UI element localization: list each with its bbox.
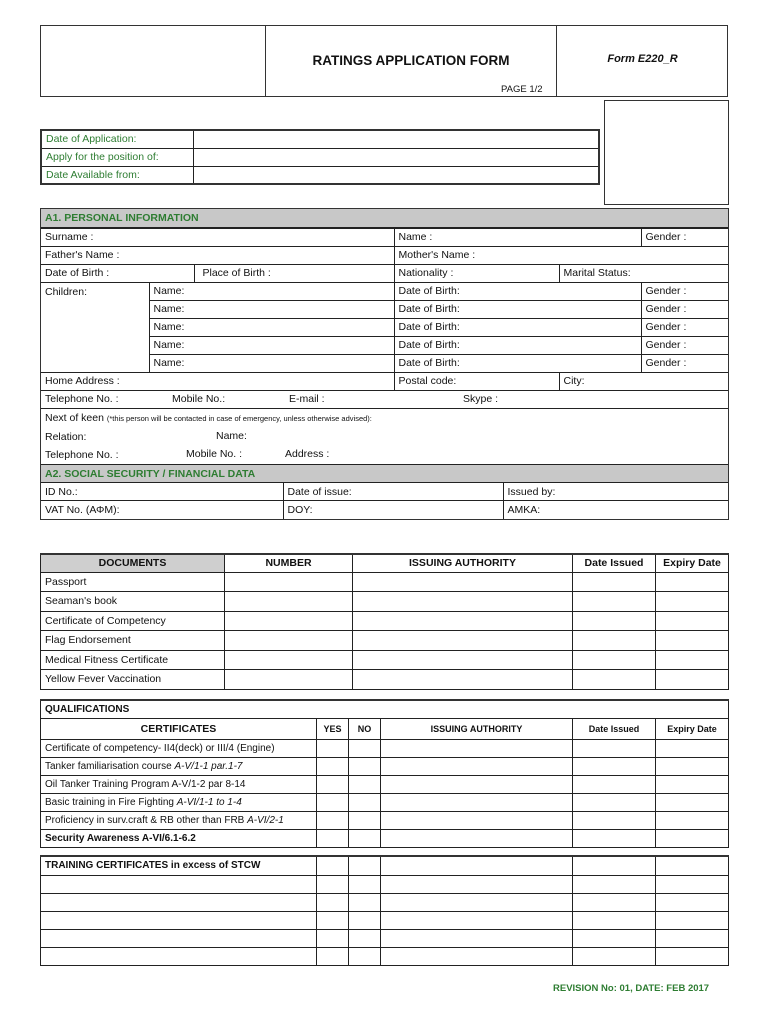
no-checkbox[interactable] <box>349 793 381 811</box>
training-input[interactable] <box>41 911 317 929</box>
qualification-expiry-input[interactable] <box>656 775 729 793</box>
child-dob-field[interactable]: Date of Birth: <box>394 318 641 336</box>
document-expiry-input[interactable] <box>656 611 729 631</box>
documents-header-cell: DOCUMENTS <box>41 554 225 572</box>
postal-code-field[interactable]: Postal code: <box>394 372 559 390</box>
documents-header-cell: Date Issued <box>573 554 656 572</box>
document-expiry-input[interactable] <box>656 592 729 612</box>
qualification-expiry-input[interactable] <box>656 793 729 811</box>
qualification-expiry-input[interactable] <box>656 739 729 757</box>
child-name-field[interactable]: Name: <box>149 336 394 354</box>
child-gender-field[interactable]: Gender : <box>641 336 728 354</box>
training-input[interactable] <box>41 947 317 965</box>
qualification-row <box>41 739 729 757</box>
child-name-field[interactable]: Name: <box>149 300 394 318</box>
document-row <box>41 631 729 651</box>
pob-label: Place of Birth : <box>202 267 271 279</box>
application-row <box>41 166 599 184</box>
qualifications-header-cell: CERTIFICATES <box>41 718 317 739</box>
relation-row <box>41 428 728 446</box>
document-row <box>41 650 729 670</box>
qualification-row <box>41 775 729 793</box>
qualification-authority-input[interactable] <box>381 811 573 829</box>
qualification-expiry-input[interactable] <box>656 829 729 847</box>
document-number-input[interactable] <box>225 670 353 690</box>
document-name: Flag Endorsement <box>41 631 225 651</box>
qualification-text: Oil Tanker Training Program A-V/1-2 par 8-14 <box>45 778 246 790</box>
gender-field[interactable]: Gender : <box>641 228 728 246</box>
qualification-name <box>41 739 317 757</box>
a2-table <box>41 464 728 519</box>
document-expiry-input[interactable] <box>656 631 729 651</box>
training-row <box>41 893 729 911</box>
no-checkbox[interactable] <box>349 739 381 757</box>
city-field[interactable]: City: <box>559 372 728 390</box>
documents-table <box>40 553 729 690</box>
child-dob-field[interactable]: Date of Birth: <box>394 282 641 300</box>
training-row <box>41 911 729 929</box>
telephone-field[interactable]: Telephone No. : <box>45 393 119 405</box>
document-issued-input[interactable] <box>573 592 656 612</box>
qualification-ref: A-VI/2-1 <box>247 814 284 826</box>
qualification-text: Tanker familiarisation course <box>45 760 175 772</box>
email-field[interactable]: E-mail : <box>289 392 325 405</box>
qualification-row <box>41 829 729 847</box>
document-expiry-input[interactable] <box>656 650 729 670</box>
document-issued-input[interactable] <box>573 631 656 651</box>
document-authority-input[interactable] <box>353 670 573 690</box>
qualifications-header-cell: YES <box>317 718 349 739</box>
qualifications-header-cell: Date Issued <box>573 718 656 739</box>
qualification-name <box>41 775 317 793</box>
document-name: Medical Fitness Certificate <box>41 650 225 670</box>
a1-header-table <box>41 209 728 228</box>
child-name-field[interactable]: Name: <box>149 354 394 372</box>
id-field[interactable]: ID No.: <box>41 483 283 501</box>
qualification-name <box>41 811 317 829</box>
qualification-issued-input[interactable] <box>573 793 656 811</box>
nok-address-field[interactable]: Address : <box>285 448 330 460</box>
no-checkbox[interactable] <box>349 775 381 793</box>
pob-field[interactable] <box>194 264 394 282</box>
document-row <box>41 611 729 631</box>
document-authority-input[interactable] <box>353 611 573 631</box>
child-name-field[interactable]: Name: <box>149 282 394 300</box>
date-of-issue-field[interactable]: Date of issue: <box>283 483 503 501</box>
next-of-kin-label: Next of keen <box>45 412 104 425</box>
home-address-field[interactable]: Home Address : <box>41 372 394 390</box>
qualification-authority-input[interactable] <box>381 757 573 775</box>
father-name-field[interactable]: Father's Name : <box>41 246 394 264</box>
child-gender-field[interactable]: Gender : <box>641 354 728 372</box>
a2-title: A2. SOCIAL SECURITY / FINANCIAL DATA <box>41 465 728 483</box>
child-dob-field[interactable]: Date of Birth: <box>394 300 641 318</box>
mother-name-field[interactable]: Mother's Name : <box>394 246 728 264</box>
skype-field[interactable]: Skype : <box>463 392 499 405</box>
application-table <box>40 129 600 185</box>
child-dob-field[interactable]: Date of Birth: <box>394 336 641 354</box>
training-row <box>41 875 729 893</box>
qualification-issued-input[interactable] <box>573 811 656 829</box>
qualification-issued-input[interactable] <box>573 757 656 775</box>
document-name: Passport <box>41 572 225 592</box>
yes-checkbox[interactable] <box>317 775 349 793</box>
document-issued-input[interactable] <box>573 572 656 592</box>
next-of-kin-row <box>41 408 728 428</box>
yes-checkbox[interactable] <box>317 739 349 757</box>
no-checkbox[interactable] <box>349 829 381 847</box>
qualifications-title: QUALIFICATIONS <box>41 700 729 718</box>
qualification-expiry-input[interactable] <box>656 757 729 775</box>
document-name: Yellow Fever Vaccination <box>41 670 225 690</box>
nok-contact-row <box>41 446 728 464</box>
document-number-input[interactable] <box>225 572 353 592</box>
qualification-expiry-input[interactable] <box>656 811 729 829</box>
qualifications-header <box>41 718 729 739</box>
amka-field[interactable]: AMKA: <box>503 501 728 519</box>
a1-table <box>41 228 728 465</box>
document-issued-input[interactable] <box>573 670 656 690</box>
child-gender-field[interactable]: Gender : <box>641 318 728 336</box>
document-authority-input[interactable] <box>353 592 573 612</box>
logo-area <box>41 26 266 96</box>
application-input[interactable] <box>193 166 599 184</box>
child-name-field[interactable]: Name: <box>149 318 394 336</box>
qualification-name <box>41 829 317 847</box>
dob-field[interactable]: Date of Birth : <box>41 264 194 282</box>
qualification-authority-input[interactable] <box>381 739 573 757</box>
yes-checkbox[interactable] <box>317 793 349 811</box>
qualifications-table <box>40 699 729 848</box>
qualification-authority-input[interactable] <box>381 775 573 793</box>
revision-footer: REVISION No: 01, DATE: FEB 2017 <box>553 983 710 994</box>
document-row <box>41 572 729 592</box>
child-gender-field[interactable]: Gender : <box>641 300 728 318</box>
training-input[interactable] <box>41 893 317 911</box>
training-row <box>41 947 729 965</box>
qualification-authority-input[interactable] <box>381 793 573 811</box>
nationality-field[interactable]: Nationality : <box>394 264 559 282</box>
qualification-ref: A-VI/1-1 to 1-4 <box>176 796 242 808</box>
qualification-name <box>41 793 317 811</box>
header-box <box>40 25 557 97</box>
application-input[interactable] <box>193 148 599 166</box>
qualification-text: Basic training in Fire Fighting <box>45 796 177 808</box>
documents-header <box>41 554 729 572</box>
contact-row <box>41 390 728 408</box>
application-row <box>41 130 599 148</box>
documents-header-cell: ISSUING AUTHORITY <box>353 554 573 572</box>
document-authority-input[interactable] <box>353 572 573 592</box>
page-number: PAGE 1/2 <box>501 84 543 95</box>
document-number-input[interactable] <box>225 611 353 631</box>
document-expiry-input[interactable] <box>656 670 729 690</box>
qualification-issued-input[interactable] <box>573 829 656 847</box>
child-gender-field[interactable]: Gender : <box>641 282 728 300</box>
doy-field[interactable]: DOY: <box>283 501 503 519</box>
qualification-text: Security Awareness A-VI/6.1-6.2 <box>45 832 196 844</box>
documents-header-cell: NUMBER <box>225 554 353 572</box>
relation-field[interactable]: Relation: <box>45 431 87 443</box>
child-dob-field[interactable]: Date of Birth: <box>394 354 641 372</box>
nok-mobile-field[interactable]: Mobile No. : <box>186 448 243 460</box>
document-authority-input[interactable] <box>353 631 573 651</box>
no-checkbox[interactable] <box>349 757 381 775</box>
nok-name-field[interactable]: Name: <box>216 430 247 442</box>
qualification-text: Certificate of competency- II4(deck) or III/4 (Engine) <box>45 742 275 754</box>
vat-field[interactable]: VAT No. (ΑΦΜ): <box>41 501 283 519</box>
document-number-input[interactable] <box>225 631 353 651</box>
document-name: Certificate of Competency <box>41 611 225 631</box>
children-label: Children: <box>41 282 149 372</box>
document-number-input[interactable] <box>225 650 353 670</box>
training-row <box>41 929 729 947</box>
yes-checkbox[interactable] <box>317 757 349 775</box>
application-label: Date of Application: <box>41 130 193 148</box>
qualification-row <box>41 811 729 829</box>
yes-checkbox[interactable] <box>317 811 349 829</box>
qualification-text: Proficiency in surv.craft & RB other than FRB <box>45 814 248 826</box>
training-table <box>40 855 729 966</box>
qualifications-header-cell: Expiry Date <box>656 718 729 739</box>
qualifications-header-cell: NO <box>349 718 381 739</box>
a1-title: A1. PERSONAL INFORMATION <box>41 209 728 227</box>
document-row <box>41 670 729 690</box>
training-input[interactable] <box>41 875 317 893</box>
nok-telephone-field[interactable]: Telephone No. : <box>45 449 119 461</box>
application-input[interactable] <box>193 130 599 148</box>
yes-checkbox[interactable] <box>317 829 349 847</box>
document-authority-input[interactable] <box>353 650 573 670</box>
issued-by-field[interactable]: Issued by: <box>503 483 728 501</box>
qualification-authority-input[interactable] <box>381 829 573 847</box>
form-title: RATINGS APPLICATION FORM <box>312 53 510 68</box>
application-label: Apply for the position of: <box>41 148 193 166</box>
document-expiry-input[interactable] <box>656 572 729 592</box>
personal-info-section <box>40 208 729 520</box>
qualification-ref: A-V/1-1 par.1-7 <box>174 760 243 772</box>
form-code: Form E220_R <box>607 53 678 65</box>
mobile-field[interactable]: Mobile No.: <box>172 392 226 405</box>
form-code-box <box>557 25 728 97</box>
training-input[interactable] <box>41 929 317 947</box>
document-name: Seaman's book <box>41 592 225 612</box>
qualification-row <box>41 793 729 811</box>
photo-box <box>604 100 729 205</box>
documents-header-cell: Expiry Date <box>656 554 729 572</box>
qualifications-header-cell: ISSUING AUTHORITY <box>381 718 573 739</box>
qualification-issued-input[interactable] <box>573 775 656 793</box>
application-row <box>41 148 599 166</box>
qualification-name <box>41 757 317 775</box>
next-of-kin-note: (*this person will be contacted in case of emergency, unless otherwise advised): <box>106 414 372 424</box>
document-issued-input[interactable] <box>573 650 656 670</box>
document-row <box>41 592 729 612</box>
qualification-row <box>41 757 729 775</box>
marital-status-field[interactable]: Marital Status: <box>559 264 728 282</box>
no-checkbox[interactable] <box>349 811 381 829</box>
surname-field[interactable]: Surname : <box>41 228 394 246</box>
training-title: TRAINING CERTIFICATES in excess of STCW <box>41 856 317 875</box>
qualification-issued-input[interactable] <box>573 739 656 757</box>
document-number-input[interactable] <box>225 592 353 612</box>
application-label: Date Available from: <box>41 166 193 184</box>
name-field[interactable]: Name : <box>394 228 641 246</box>
document-issued-input[interactable] <box>573 611 656 631</box>
